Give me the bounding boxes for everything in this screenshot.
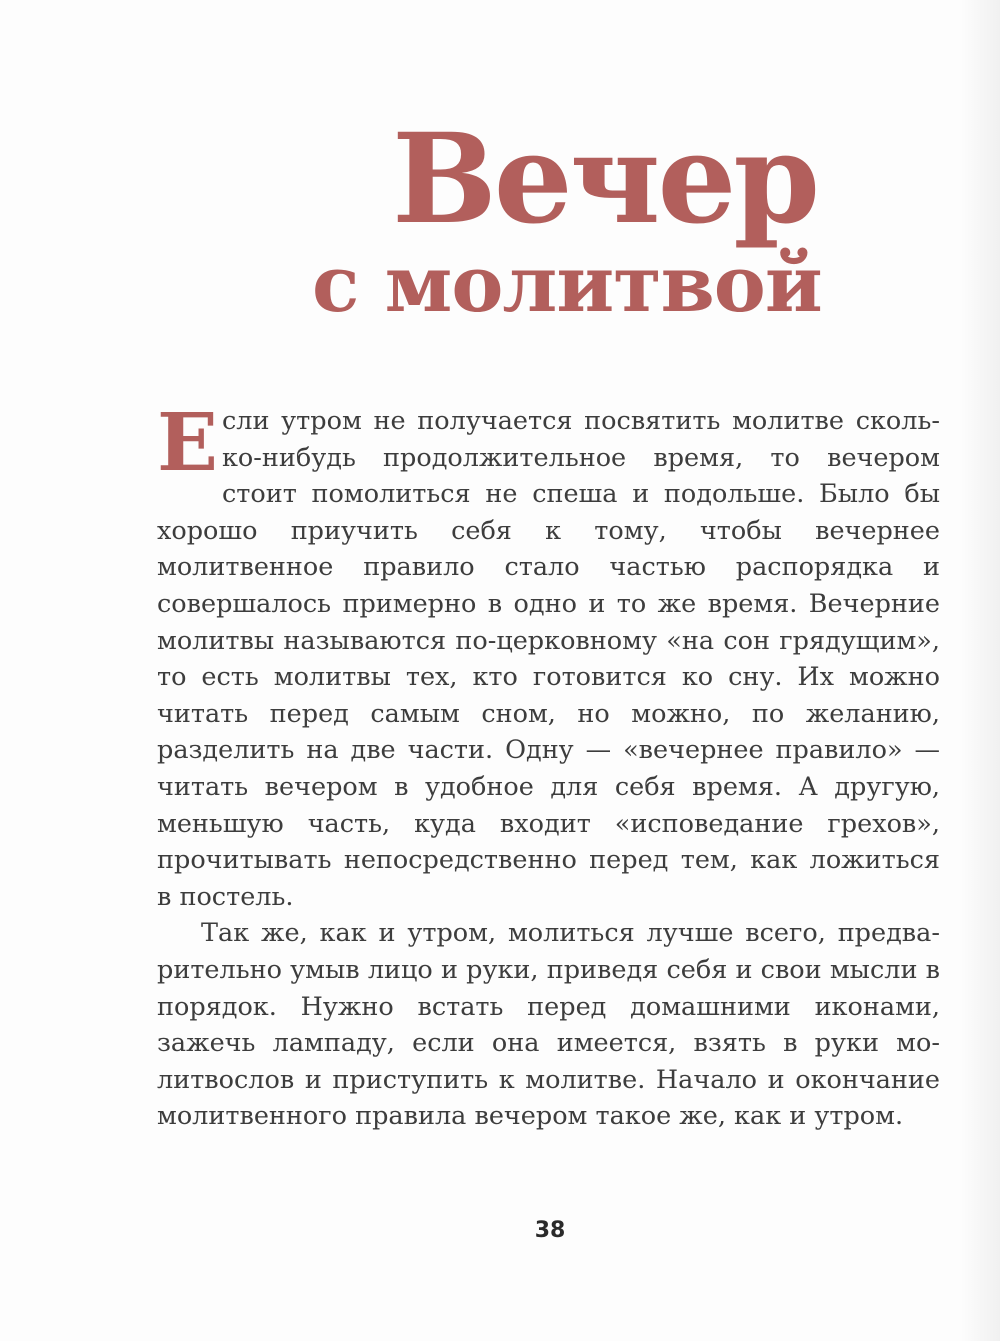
- paragraph-1: [157, 395, 940, 915]
- drop-cap: Е: [157, 395, 218, 489]
- body-text: [157, 395, 940, 1135]
- chapter-title: [0, 107, 1000, 348]
- page-number: 38: [534, 1218, 566, 1243]
- paragraph-1-text: сли утром не получается посвятить молитве сколько-нибудь продолжительное время, то вечером стоит помолиться не спеша и подольше. Было бы хорошо приучить себя к тому, чтобы вечернее молитвенное правило стало частью распорядка и совершалось примерно в одно и то же время. Вечерние молитвы называются по-церковному «на сон грядущим», то есть молитвы тех, кто готовится ко сну. Их можно читать перед самым сном, но можно, по желанию, разделить на две части. Одну — «вечернее правило» — читать вечером в удобное для себя время. А другую, меньшую часть, куда входит «исповедание грехов», прочитывать непосредственно перед тем, как ложиться в постель.: [157, 406, 940, 912]
- title-line-2: с молитвой: [312, 239, 822, 330]
- title-line-1: Вечер: [392, 107, 818, 252]
- paragraph-2: Так же, как и утром, молиться лучше всего, предварительно умыв лицо и руки, приведя себя и свои мысли в порядок. Нужно встать перед домашними иконами, зажечь лампаду, если она имеется, взять в руки молитвослов и приступить к молитве. Начало и окончание молитвенного правила вечером такое же, как и утром.: [157, 918, 940, 1132]
